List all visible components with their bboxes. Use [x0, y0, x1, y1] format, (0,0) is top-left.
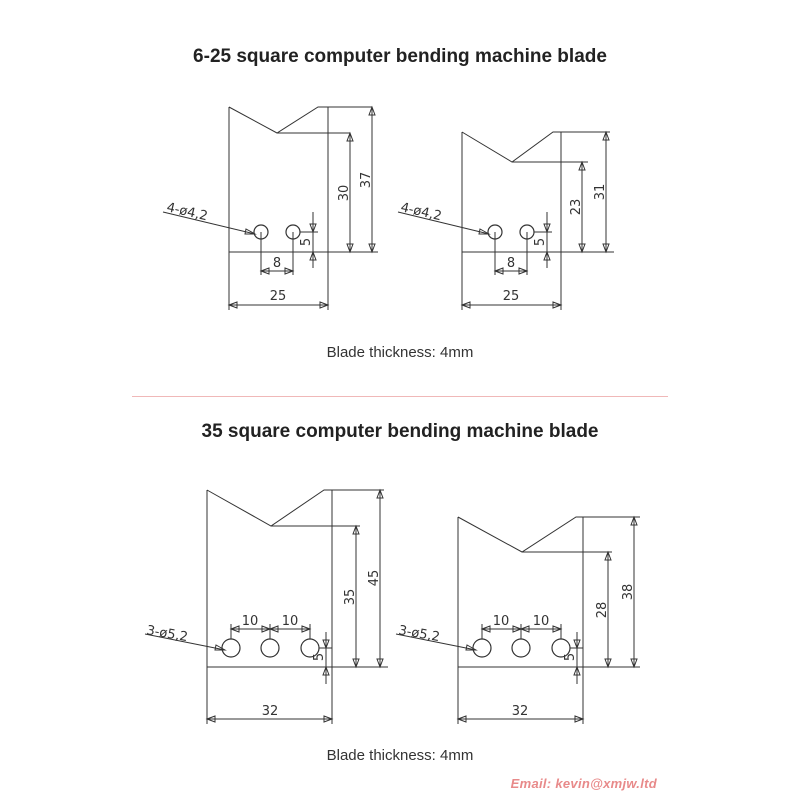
outer-height-label: 45 — [367, 569, 382, 587]
width-label: 25 — [269, 289, 287, 304]
hole-callout-label: 4-ø4,2 — [165, 200, 210, 225]
blade-35-b-drawing — [396, 517, 640, 724]
inner-height-label: 30 — [337, 184, 352, 202]
hole-spacing-label: 8 — [272, 256, 282, 271]
hole-offset-label: 5 — [312, 652, 327, 662]
hole-offset-label: 5 — [299, 237, 314, 247]
hole-callout-label: 4-ø4,2 — [399, 200, 444, 225]
hole-callout-label: 3-ø5,2 — [145, 623, 189, 646]
hole-offset-label: 5 — [533, 237, 548, 247]
hole-offset-label: 5 — [563, 652, 578, 662]
outer-height-label: 31 — [593, 183, 608, 201]
inner-height-label: 28 — [595, 601, 610, 619]
email-watermark: Email: kevin@xmjw.ltd — [510, 776, 657, 791]
width-label: 25 — [502, 289, 520, 304]
section-2-title: 35 square computer bending machine blade — [201, 421, 599, 442]
hole-spacing-label: 8 — [506, 256, 516, 271]
inner-height-label: 23 — [569, 198, 584, 216]
mounting-hole — [512, 639, 530, 657]
section-1-title: 6-25 square computer bending machine blade — [193, 46, 607, 67]
hole-spacing-1-label: 10 — [241, 614, 259, 629]
hole-spacing-1-label: 10 — [492, 614, 510, 629]
width-label: 32 — [511, 704, 529, 719]
mounting-hole — [222, 639, 240, 657]
mounting-hole — [261, 639, 279, 657]
blade-6-25-a-drawing — [163, 107, 378, 310]
blade-outline — [462, 132, 561, 252]
section-1-thickness-note: Blade thickness: 4mm — [326, 344, 474, 361]
blade-35-a-drawing — [145, 490, 388, 724]
hole-callout-label: 3-ø5,2 — [397, 623, 441, 646]
mounting-hole — [473, 639, 491, 657]
hole-spacing-2-label: 10 — [281, 614, 299, 629]
outer-height-label: 37 — [359, 171, 374, 189]
hole-spacing-2-label: 10 — [532, 614, 550, 629]
inner-height-label: 35 — [343, 588, 358, 606]
section-2-thickness-note: Blade thickness: 4mm — [326, 747, 474, 764]
outer-height-label: 38 — [621, 583, 636, 601]
blade-6-25-b-drawing — [398, 132, 614, 310]
width-label: 32 — [261, 704, 279, 719]
